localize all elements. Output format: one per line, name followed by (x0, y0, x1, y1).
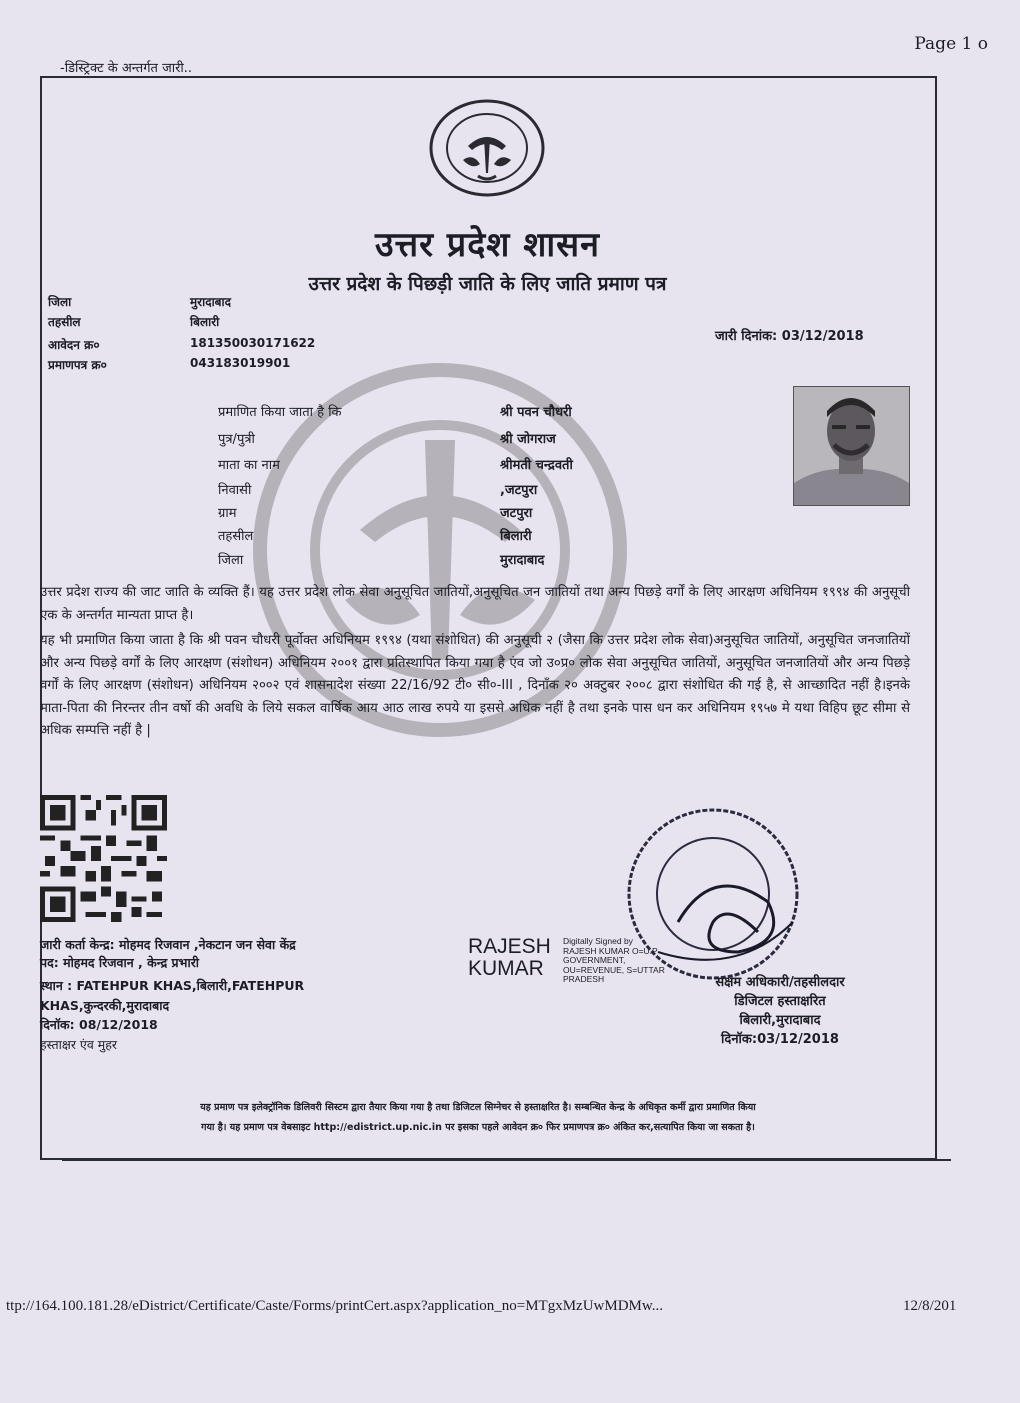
applicant-portrait-icon (794, 387, 909, 505)
jan-seva-kendra-stamp-icon (618, 802, 808, 987)
field-label-resident: निवासी (218, 483, 252, 498)
print-url: ttp://164.100.181.28/eDistrict/Certificate/Caste/Forms/printCert.aspx?application_no=MTgxMzUwMDMw... (6, 1298, 663, 1314)
field-label-village: ग्राम (218, 506, 237, 521)
footer-divider (62, 1159, 951, 1161)
signature-first-name: RAJESH (468, 935, 551, 958)
verification-note-line-2: गया है। यह प्रमाण पत्र वेबसाइट http://edistrict.up.nic.in पर इसका पहले आवेदन क्र० फिर प्रमाणपत्र क्र० अंकित कर,सत्यापित किया जा सकता है। (201, 1122, 755, 1133)
certificate-title: उत्तर प्रदेश के पिछड़ी जाति के लिए जाति प्रमाण पत्र (308, 273, 667, 295)
field-label-son-daughter: पुत्र/पुत्री (218, 432, 255, 447)
caste-statement: उत्तर प्रदेश राज्य की जाट जाति के व्यक्ति हैं। यह उत्तर प्रदेश लोक सेवा अनुसूचित जातियों,अनुसूचित जन जातियों तथा अन्य पिछड़े वर्गों के लिए आरक्षण अधिनियम १९९४ की अनुसूची एक के अन्तर्गत मान्यता प्राप्त है। (40, 585, 910, 623)
authority-title: सक्षम अधिकारी/तहसीलदार (715, 975, 845, 990)
field-value-resident: ,जटपुरा (500, 483, 538, 498)
field-label-certified: प्रमाणित किया जाता है कि (218, 405, 342, 420)
issuer-post: पद: मोहमद रिजवान , केन्द्र प्रभारी (40, 955, 200, 970)
authority-place: बिलारी,मुरादाबाद (739, 1013, 821, 1028)
field-label-mother: माता का नाम (218, 458, 280, 473)
meta-label-certificate-no: प्रमाणपत्र क्र० (48, 358, 107, 372)
verification-note-line-1: यह प्रमाण पत्र इलेक्ट्रॉनिक डिलिवरी सिस्टम द्वारा तैयार किया गया है तथा डिजिटल सिग्नेचर से हस्ताक्षरित है। सम्बन्धित केन्द्र के अधिकृत कर्मी द्वारा प्रमाणित किया (200, 1102, 756, 1113)
verification-note (38, 1098, 918, 1138)
field-value-name: श्री पवन चौधरी (500, 405, 572, 420)
issuer-place-line-2: KHAS,कुन्दरकी,मुरादाबाद (40, 998, 170, 1013)
print-date: 12/8/201 (903, 1298, 957, 1314)
applicant-photo (793, 386, 910, 506)
authority-digital-sign: डिजिटल हस्ताक्षरित (734, 994, 826, 1009)
signature-detail-line: GOVERNMENT, (563, 955, 626, 965)
issuer-center: जारी कर्ता केन्द्र: मोहमद रिजवान ,नेकटान जन सेवा केंद्र (40, 937, 296, 952)
meta-label-tehsil: तहसील (48, 315, 81, 329)
authority-date: दिनॉक:03/12/2018 (721, 1032, 839, 1047)
signature-detail-line: OU=REVENUE, S=UTTAR (563, 964, 665, 975)
field-label-tehsil: तहसील (218, 529, 254, 544)
meta-label-application-no: आवेदन क्र० (48, 338, 100, 352)
signature-detail-line: PRADESH (563, 974, 605, 984)
field-value-village: जटपुरा (500, 506, 533, 521)
signature-detail-line: Digitally Signed by (563, 936, 633, 946)
issuer-seal-label: हस्ताक्षर एंव मुहर (40, 1037, 117, 1052)
field-label-district: जिला (218, 553, 244, 568)
field-value-father: श्री जोगराज (500, 432, 556, 447)
qr-code-icon (40, 795, 167, 922)
meta-value-application-no: 181350030171622 (190, 336, 316, 350)
meta-value-tehsil: बिलारी (190, 315, 220, 329)
header-note: -डिस्ट्रिक्ट के अन्तर्गत जारी.. (60, 61, 193, 76)
field-value-mother: श्रीमती चन्द्रवती (500, 458, 573, 473)
page-number: Page 1 o (914, 34, 988, 54)
field-value-district: मुरादाबाद (500, 553, 545, 568)
digital-signature-name (468, 936, 551, 980)
issue-date: जारी दिनांक: 03/12/2018 (715, 329, 864, 344)
signature-detail-line: RAJESH KUMAR O=U.P (563, 945, 658, 956)
issuer-place-line-1: स्थान : FATEHPUR KHAS,बिलारी,FATEHPUR (40, 978, 305, 993)
meta-label-district: जिला (48, 295, 72, 309)
field-value-tehsil: बिलारी (500, 529, 532, 544)
government-title: उत्तर प्रदेश शासन (374, 225, 600, 265)
issuer-date: दिनॉक: 08/12/2018 (40, 1017, 158, 1032)
up-emblem-icon (428, 98, 546, 198)
meta-value-certificate-no: 043183019901 (190, 356, 291, 370)
signature-last-name: KUMAR (468, 957, 544, 980)
creamy-layer-statement: यह भी प्रमाणित किया जाता है कि श्री पवन चौधरी पूर्वोक्त अधिनियम १९९४ (यथा संशोधित) की अनुसूची २ (जैसा कि उत्तर प्रदेश लोक सेवा)अनुसूचित जातियों, अनुसूचित जनजातियों और अन्य पिछड़े वर्गों के लिए आरक्षण (संशोधन) अधिनियम २००१ द्वारा प्रतिस्थापित किया गया है एंव जो उ०प्र० लोक सेवा अनुसूचित जातियों, अनुसूचित जनजातियों और अन्य पिछड़े वर्गों के लिए आरक्षण (संशोधन) अधिनियम २००२ एवं शासनादेश संख्या 22/16/92 टी० सी०-III , दिनाँक २० अक्टुबर २००८ द्वारा संशोधित की गई है, से आच्छादित नहीं है।इनके माता-पिता की निरन्तर तीन वर्षो की अवधि के लिये सकल वार्षिक आय आठ लाख रुपये या इससे अधिक नहीं है तथा इनके पास धन कर अधिनियम १९५७ मे यथा विहिप छूट सीमा से अधिक सम्पत्ति नहीं है | (40, 633, 910, 738)
meta-value-district: मुरादाबाद (190, 295, 232, 309)
